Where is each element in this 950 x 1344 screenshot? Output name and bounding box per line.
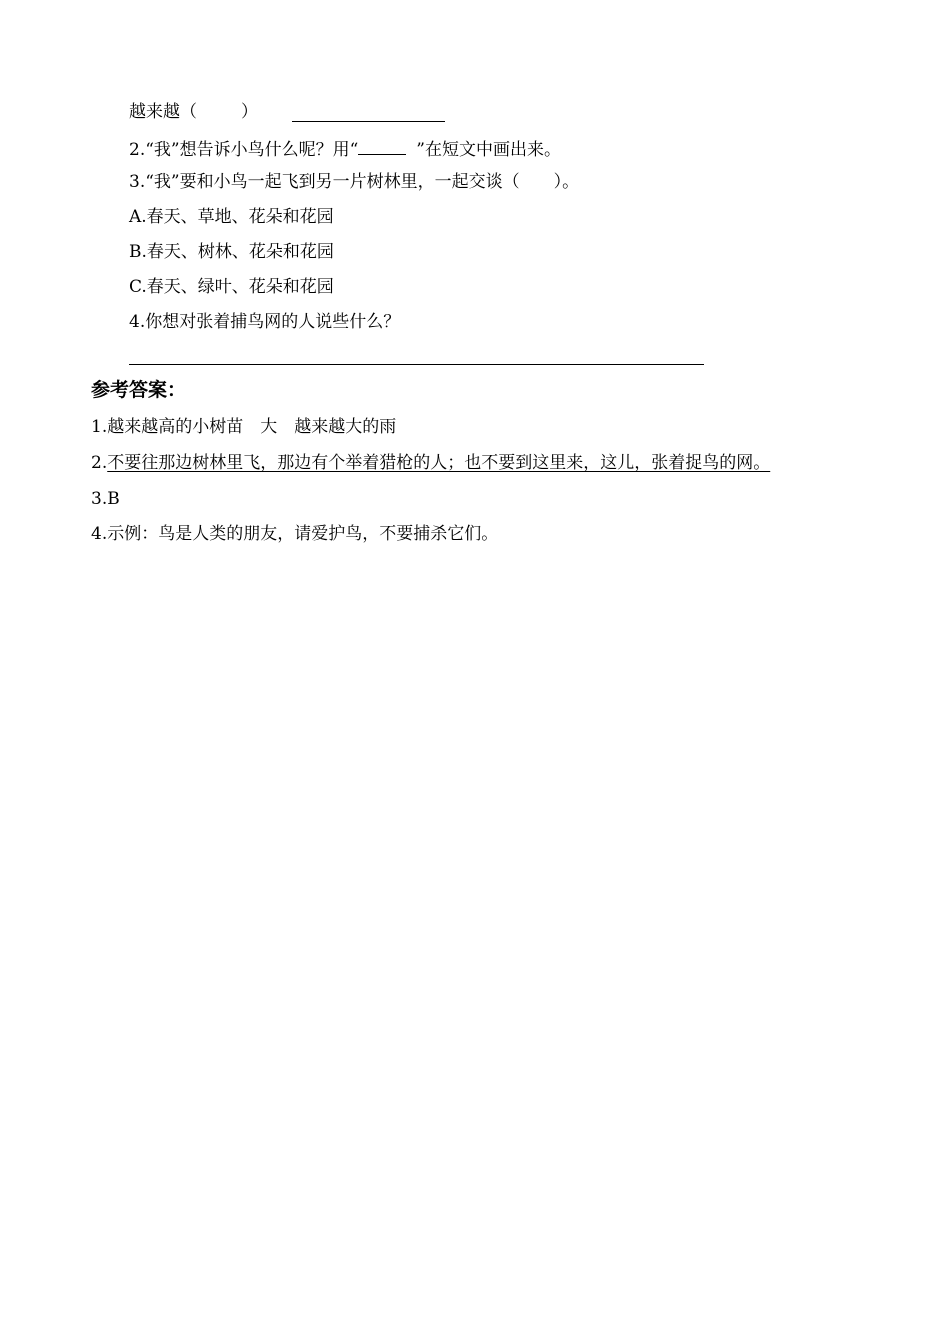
answers-heading: 参考答案： xyxy=(91,379,187,401)
q3-option-b[interactable]: B.春天、树林、花朵和花园 xyxy=(129,242,334,262)
q1-answer-blank-line[interactable] xyxy=(292,121,445,122)
q2-line xyxy=(129,136,561,161)
answer-2-line xyxy=(91,452,770,474)
answer-1: 1.越来越高的小树苗 大 越来越大的雨 xyxy=(91,417,397,437)
q2-after: ”在短文中画出来。 xyxy=(416,140,561,160)
q1-tail-prefix: 越来越（ xyxy=(129,102,197,122)
q2-before: 2.“我”想告诉小鸟什么呢？用“ xyxy=(129,140,359,160)
q2-underline-sample xyxy=(358,136,406,155)
q1-tail-suffix: ） xyxy=(241,102,258,122)
q3-option-c[interactable]: C.春天、绿叶、花朵和花园 xyxy=(129,277,334,297)
q3-option-a[interactable]: A.春天、草地、花朵和花园 xyxy=(129,207,334,227)
answer-3: 3.B xyxy=(91,489,120,509)
q4-answer-line[interactable] xyxy=(129,364,704,365)
answer-2-number: 2. xyxy=(91,453,108,473)
q4-stem: 4.你想对张着捕鸟网的人说些什么？ xyxy=(129,312,401,332)
q3-stem: 3.“我”要和小鸟一起飞到另一片树林里，一起交谈（ ）。 xyxy=(129,172,580,192)
q1-tail-line xyxy=(129,101,258,123)
answer-2-text: 不要往那边树林里飞，那边有个举着猎枪的人；也不要到这里来，这儿，张着捉鸟的网。 xyxy=(107,453,771,473)
answer-4: 4.示例：鸟是人类的朋友，请爱护鸟，不要捕杀它们。 xyxy=(91,524,499,544)
